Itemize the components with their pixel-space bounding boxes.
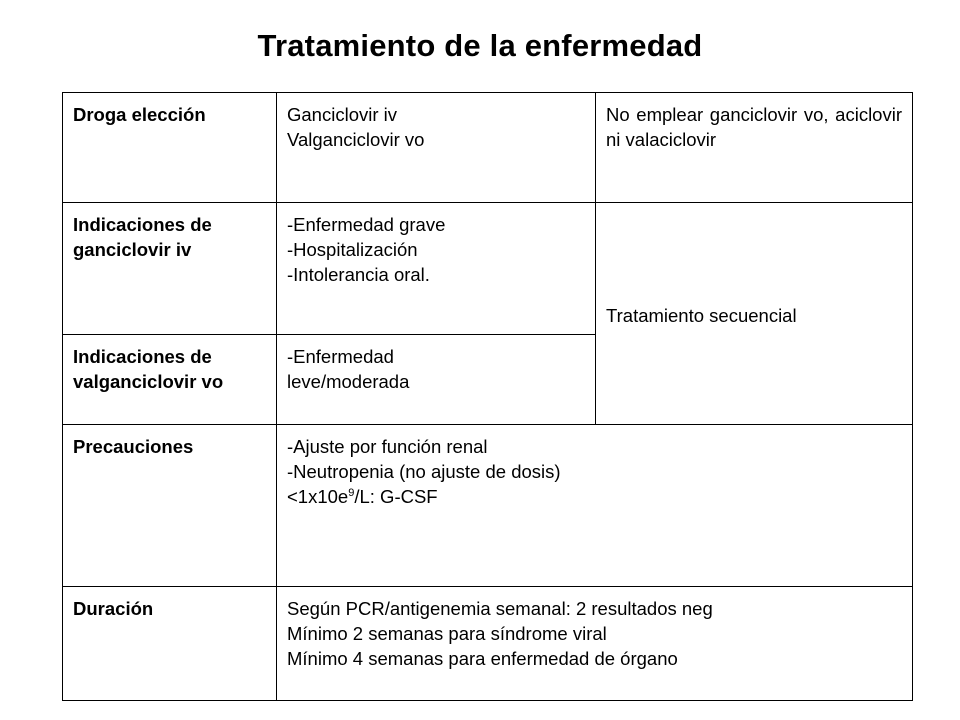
drug-ganciclovir-iv: Ganciclovir iv [287,104,397,125]
row-label-indicaciones-ganciclovir: Indicaciones de ganciclovir iv [63,203,277,335]
cell-indicaciones-valganciclovir: -Enfermedad leve/moderada [277,335,596,425]
table-row-indicaciones-ganciclovir [63,203,913,335]
row-label-droga-eleccion: Droga elección [63,93,277,203]
duration-enfermedad-organo: Mínimo 4 semanas para enfermedad de órgano [287,648,678,669]
row-label-indicaciones-valganciclovir: Indicaciones de valganciclovir vo [63,335,277,425]
precaution-g-csf-exponent: 9 [348,486,355,499]
indication-enfermedad-grave: -Enfermedad grave [287,214,446,235]
cell-tratamiento-secuencial: Tratamiento secuencial [596,203,913,425]
indication-intolerancia-oral: -Intolerancia oral. [287,264,430,285]
row-label-precauciones: Precauciones [63,425,277,587]
table-row-duracion [63,587,913,701]
drug-valganciclovir-vo: Valganciclovir vo [287,129,425,150]
cell-indicaciones-ganciclovir [277,203,596,335]
precaution-g-csf [287,484,587,509]
treatment-table [62,92,913,701]
indication-hospitalizacion: -Hospitalización [287,239,418,260]
cell-duracion [277,587,913,701]
duration-sindrome-viral: Mínimo 2 semanas para síndrome viral [287,623,607,644]
table-row-precauciones [63,425,913,587]
cell-drug-note: No emplear ganciclovir vo, aciclovir ni valaciclovir [596,93,913,203]
precaution-g-csf-prefix: <1x10e [287,486,349,507]
precauciones-text [287,434,587,509]
cell-precauciones [277,425,913,587]
precaution-g-csf-suffix: /L: G-CSF [354,486,438,507]
row-label-duracion: Duración [63,587,277,701]
precaution-funcion-renal: -Ajuste por función renal [287,436,488,457]
precaution-neutropenia: -Neutropenia (no ajuste de dosis) [287,461,561,482]
cell-drug-choice [277,93,596,203]
slide-title: Tratamiento de la enfermedad [257,28,703,63]
duration-pcr-antigenemia: Según PCR/antigenemia semanal: 2 resultados neg [287,598,713,619]
table-row-droga-eleccion [63,93,913,203]
